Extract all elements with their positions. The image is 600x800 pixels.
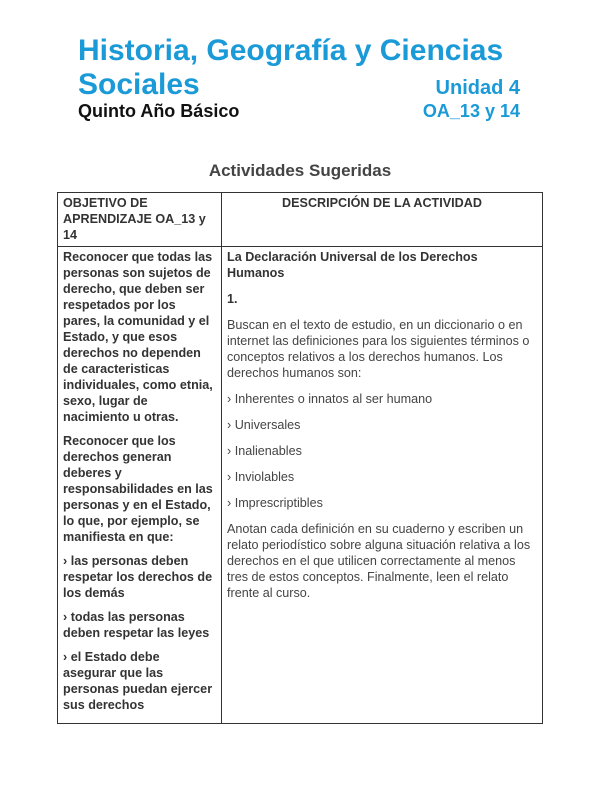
- table-header-row: [58, 193, 543, 247]
- activity-item: › Inalienables: [227, 444, 302, 458]
- activity-number: 1.: [227, 292, 238, 306]
- title-line-2: Sociales: [78, 68, 200, 101]
- objective-text: › todas las personas deben respetar las leyes: [63, 610, 210, 640]
- activities-table: [57, 192, 543, 724]
- objective-text: Reconocer que todas las personas son sujetos de derecho, que deben ser respetados por los pares, la comunidad y el Estado, y que esos derechos no dependen de caracteristicas individuales, como etnia, sexo, lugar de nacimiento u otras.: [63, 250, 213, 424]
- activity-intro: Buscan en el texto de estudio, en un diccionario o en internet las definiciones para los siguientes términos o conceptos relativos a los derechos humanos. Los derechos humanos son:: [227, 318, 530, 380]
- col-header-objective: OBJETIVO DE APRENDIZAJE OA_13 y 14: [58, 193, 222, 247]
- activity-item: › Universales: [227, 418, 301, 432]
- unit-label: Unidad 4: [435, 77, 520, 99]
- activity-item: › Inviolables: [227, 470, 295, 484]
- col-header-description: DESCRIPCIÓN DE LA ACTIVIDAD: [222, 193, 543, 247]
- table-row: [58, 247, 543, 724]
- objective-text: › el Estado debe asegurar que las personas puedan ejercer sus derechos: [63, 650, 213, 712]
- section-title: Actividades Sugeridas: [208, 161, 392, 180]
- objective-text: › las personas deben respetar los derechos de los demás: [63, 554, 213, 600]
- objective-text: Reconocer que los derechos generan deberes y responsabilidades en las personas y en el Estado, lo que, por ejemplo, se manifiesta en que:: [63, 434, 213, 544]
- activity-item: › Imprescriptibles: [227, 496, 323, 510]
- title-line-1: Historia, Geografía y Ciencias: [78, 34, 504, 67]
- activity-item: › Inherentes o innatos al ser humano: [227, 392, 433, 406]
- objectives-cell: [58, 247, 222, 724]
- oa-label: OA_13 y 14: [422, 101, 520, 121]
- activity-cell: [222, 247, 543, 724]
- activity-closing: Anotan cada definición en su cuaderno y escriben un relato periodístico sobre alguna situación relativa a los derechos en el que utilicen correctamente al menos tres de estos conceptos. Finalmente, leen el relato frente al curso.: [227, 522, 531, 600]
- grade-label: Quinto Año Básico: [78, 101, 240, 121]
- activity-title: La Declaración Universal de los Derechos Humanos: [227, 250, 478, 280]
